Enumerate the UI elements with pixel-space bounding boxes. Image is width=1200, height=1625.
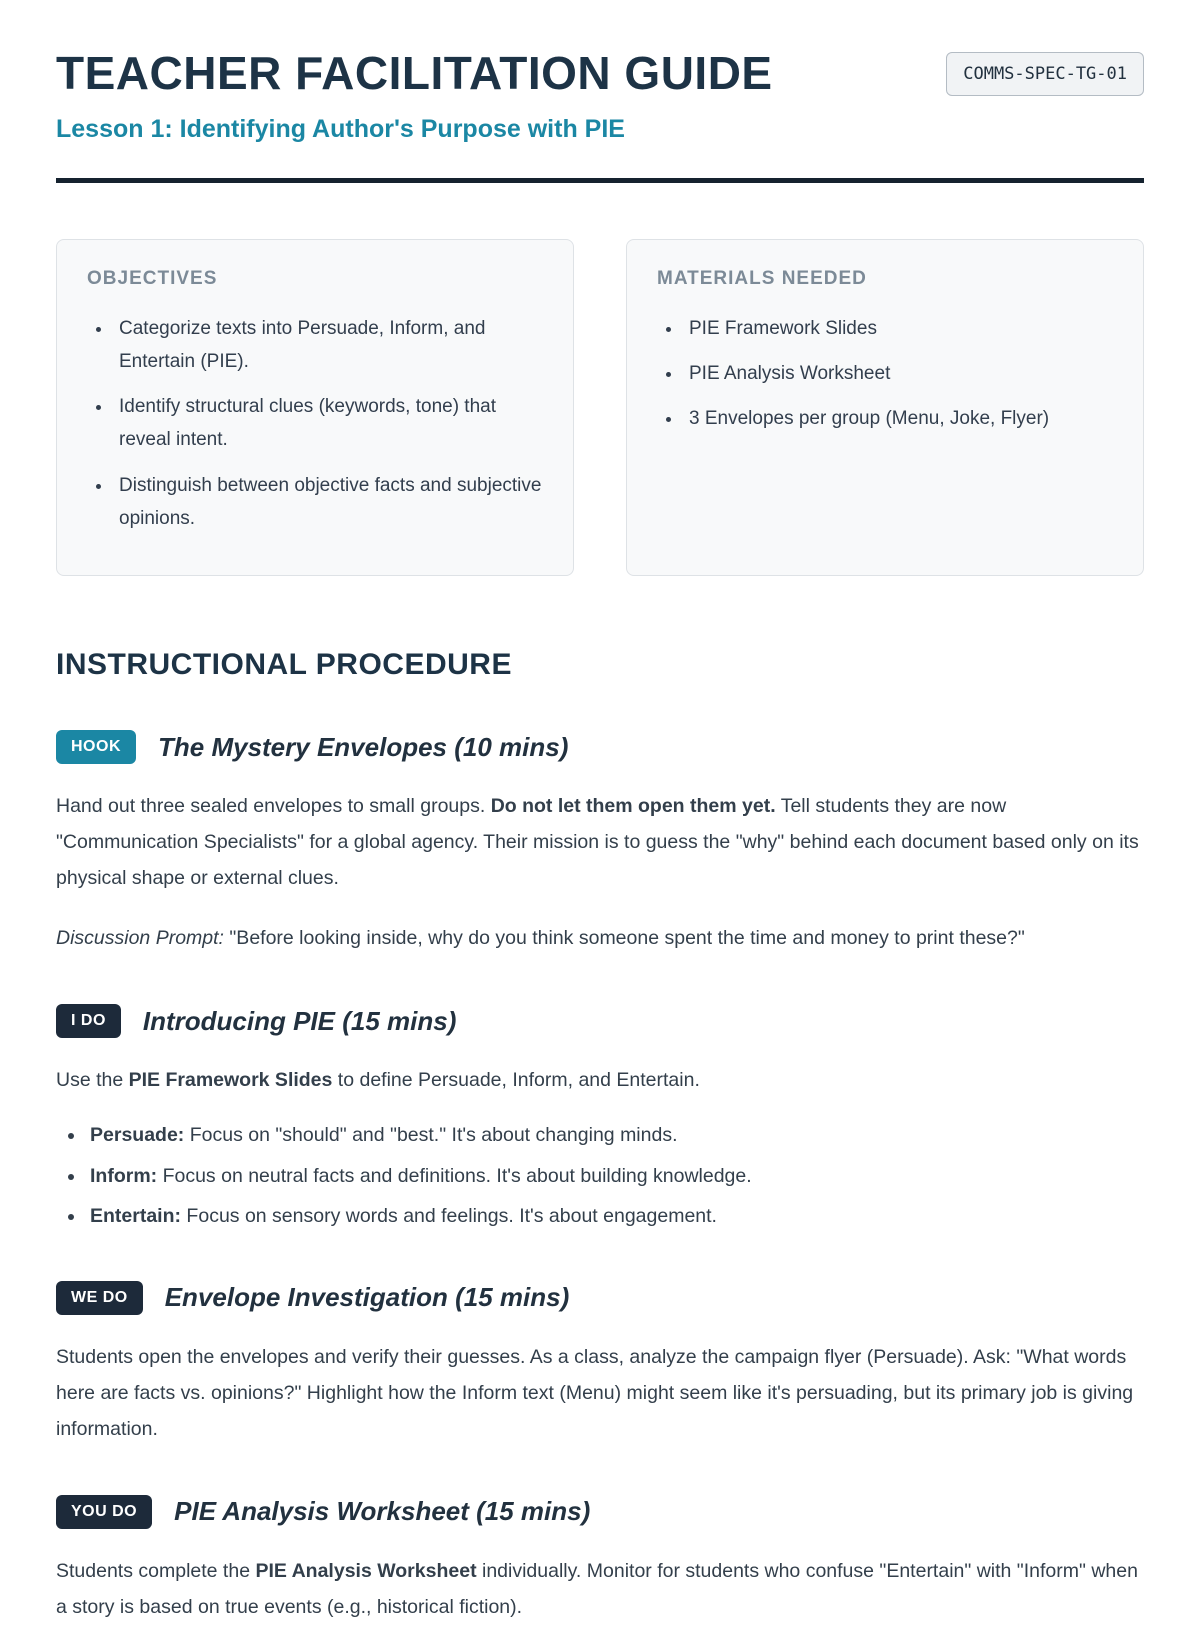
section-header bbox=[56, 1495, 1144, 1529]
section-paragraph: Hand out three sealed envelopes to small groups. Do not let them open them yet. Tell students they are now "Communication Specialists" for a global agency. Their mission is to guess the "why" behind each document based only on its physical shape or external clues. bbox=[56, 795, 1139, 890]
list-item: • PIE Framework Slides bbox=[683, 312, 1113, 345]
lesson-subtitle: Lesson 1: Identifying Author's Purpose with PIE bbox=[56, 114, 625, 143]
section-header bbox=[56, 730, 1144, 764]
title-block bbox=[56, 48, 773, 99]
section-title: The Mystery Envelopes (10 mins) bbox=[158, 731, 569, 762]
list-item: • 3 Envelopes per group (Menu, Joke, Flyer) bbox=[683, 402, 1113, 435]
section-badge: YOU DO bbox=[56, 1495, 152, 1529]
section-badge: WE DO bbox=[56, 1281, 143, 1315]
bullet-item: • Inform: Focus on neutral facts and definitions. It's about building knowledge. bbox=[86, 1159, 1144, 1193]
doc-code-badge: COMMS-SPEC-TG-01 bbox=[946, 52, 1144, 96]
bullet-item: • Entertain: Focus on sensory words and feelings. It's about engagement. bbox=[86, 1199, 1144, 1233]
section-title: PIE Analysis Worksheet (15 mins) bbox=[174, 1496, 591, 1527]
info-box-heading: MATERIALS NEEDED bbox=[657, 267, 867, 289]
section-paragraph: Students complete the PIE Analysis Worksheet individually. Monitor for students who confuse "Entertain" with "Inform" when a story is based on true events (e.g., historical fiction). bbox=[56, 1559, 1138, 1619]
procedure-section bbox=[56, 730, 1144, 956]
info-box-list bbox=[657, 312, 1113, 436]
list-item: • PIE Analysis Worksheet bbox=[683, 357, 1113, 390]
info-box bbox=[626, 239, 1144, 577]
procedure-section bbox=[56, 1281, 1144, 1447]
info-box-heading: OBJECTIVES bbox=[87, 267, 218, 289]
section-paragraph: Discussion Prompt: "Before looking inside, why do you think someone spent the time and money to print these?" bbox=[56, 927, 1025, 950]
procedure-sections bbox=[56, 730, 1144, 1625]
bullet-item: • Persuade: Focus on "should" and "best." It's about changing minds. bbox=[86, 1118, 1144, 1152]
header-divider bbox=[56, 178, 1144, 183]
section-header bbox=[56, 1004, 1144, 1038]
section-paragraph: Students open the envelopes and verify their guesses. As a class, analyze the campaign flyer (Persuade). Ask: "What words here are facts vs. opinions?" Highlight how the Inform text (Menu) might seem like it's persuading, but its primary job is giving information. bbox=[56, 1345, 1134, 1440]
section-title: Introducing PIE (15 mins) bbox=[142, 1005, 457, 1036]
section-badge: I DO bbox=[56, 1004, 121, 1038]
info-boxes bbox=[56, 239, 1144, 577]
document-header bbox=[56, 48, 1144, 99]
section-bullet-list bbox=[56, 1118, 1144, 1232]
procedure-heading: INSTRUCTIONAL PROCEDURE bbox=[56, 648, 512, 682]
section-badge: HOOK bbox=[56, 730, 136, 764]
section-paragraph: Use the PIE Framework Slides to define Persuade, Inform, and Entertain. bbox=[56, 1069, 700, 1092]
info-box bbox=[56, 239, 574, 577]
section-header bbox=[56, 1281, 1144, 1315]
list-item: • Identify structural clues (keywords, tone) that reveal intent. bbox=[113, 390, 543, 457]
section-title: Envelope Investigation (15 mins) bbox=[164, 1282, 570, 1313]
procedure-section bbox=[56, 1004, 1144, 1232]
info-box-list bbox=[87, 312, 543, 536]
list-item: • Distinguish between objective facts and subjective opinions. bbox=[113, 469, 543, 536]
procedure-section bbox=[56, 1495, 1144, 1625]
list-item: • Categorize texts into Persuade, Inform, and Entertain (PIE). bbox=[113, 312, 543, 379]
page-title: TEACHER FACILITATION GUIDE bbox=[56, 47, 773, 99]
